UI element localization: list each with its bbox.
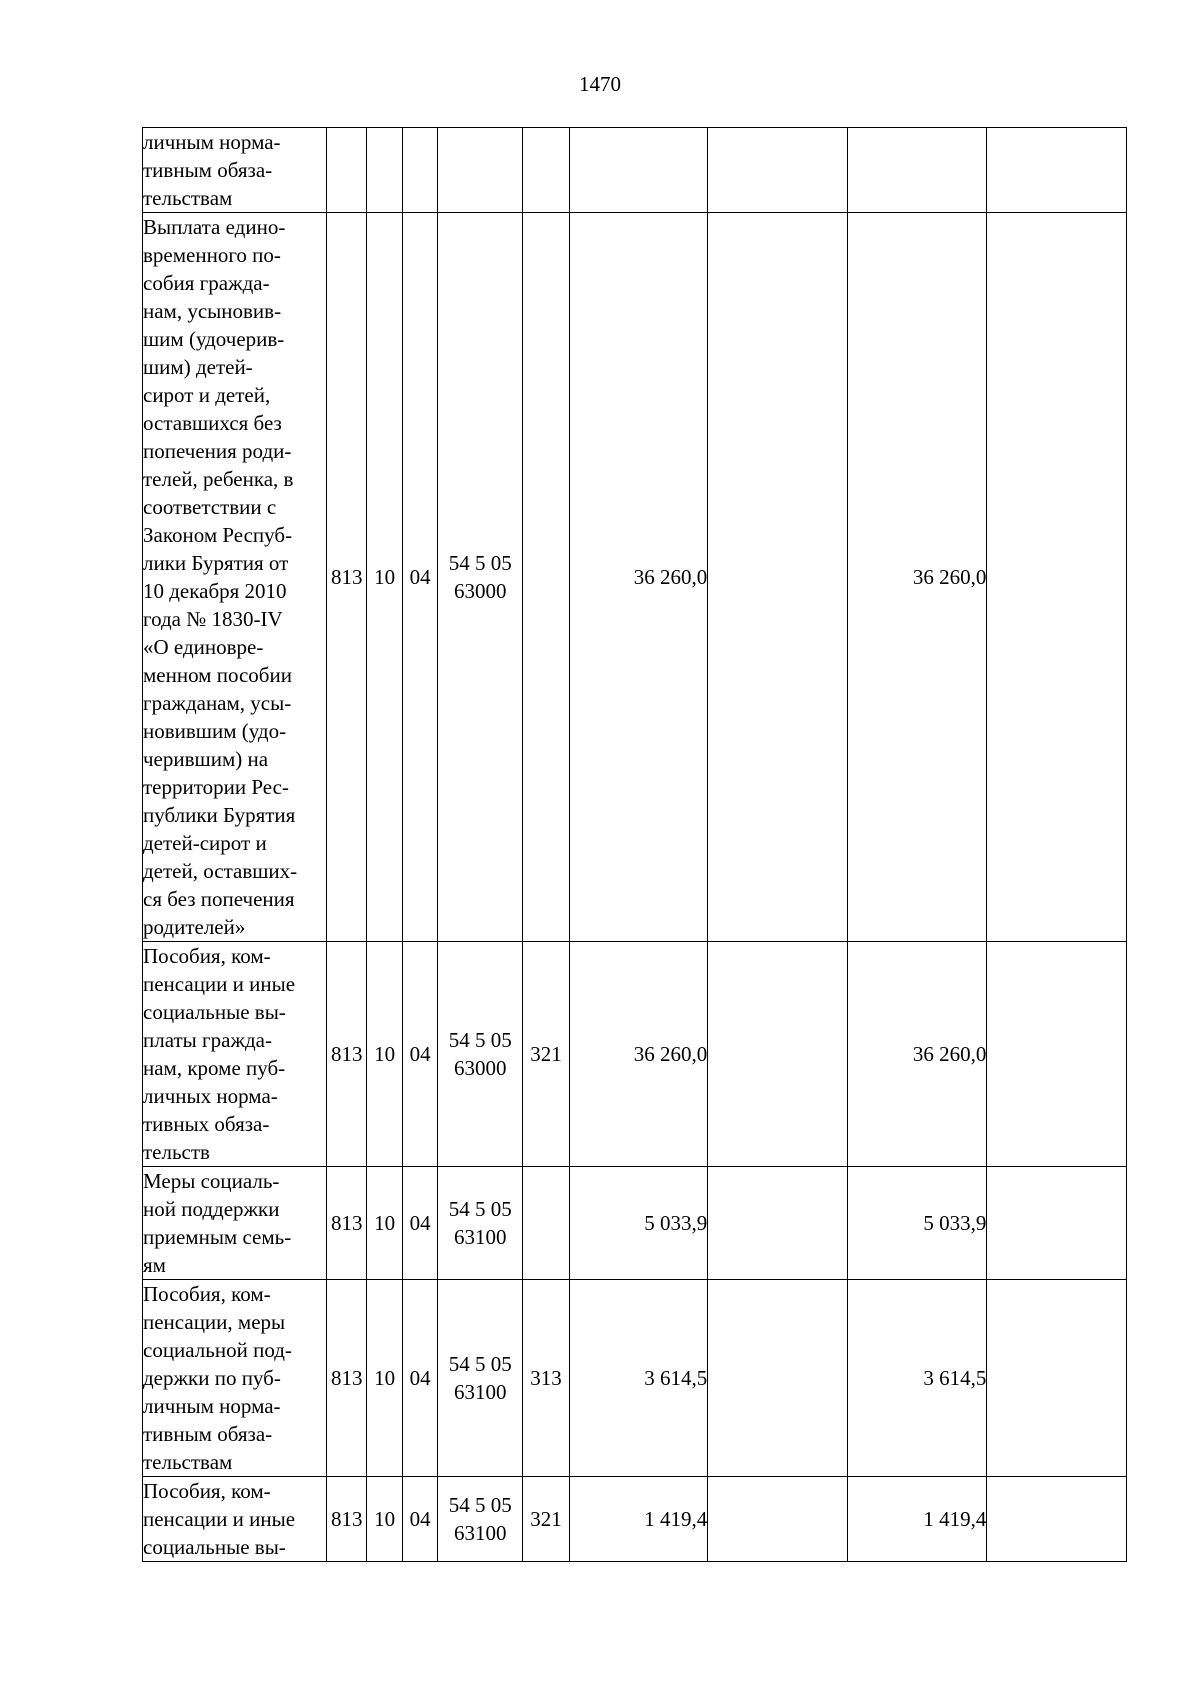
- description-line: года № 1830-IV: [143, 607, 283, 631]
- description-line: тивным обяза-: [143, 1422, 273, 1446]
- table-row: [143, 1477, 1127, 1562]
- section-code-cell: 10: [367, 1477, 402, 1562]
- description-line: шим) детей-: [143, 355, 253, 379]
- grbs-code-cell: 813: [327, 1167, 367, 1280]
- expense-type-cell: [523, 128, 570, 213]
- table-row: [143, 942, 1127, 1167]
- expense-type-cell: 313: [523, 1280, 570, 1477]
- expense-description: [143, 128, 327, 213]
- description-line: социальной под-: [143, 1338, 292, 1362]
- expense-type-cell: 321: [523, 1477, 570, 1562]
- description-line: приемным семь-: [143, 1225, 292, 1249]
- target-article-cell: [438, 128, 523, 213]
- target-article-cell: [438, 1280, 523, 1477]
- description-line: телей, ребенка, в: [143, 467, 294, 491]
- amount-cell: 36 260,0: [569, 213, 708, 942]
- subsection-code-cell: 04: [402, 213, 437, 942]
- description-line: публики Бурятия: [143, 803, 296, 827]
- description-line: соответствии с: [143, 495, 277, 519]
- description-line: попечения роди-: [143, 439, 292, 463]
- description-line: пенсации и иные: [143, 1507, 296, 1531]
- expense-description: [143, 213, 327, 942]
- amount-cell: 1 419,4: [847, 1477, 987, 1562]
- amount-cell: [987, 942, 1127, 1167]
- description-line: детей-сирот и: [143, 831, 267, 855]
- section-code-cell: 10: [367, 213, 402, 942]
- target-article-cell: [438, 213, 523, 942]
- description-line: «О единовре-: [143, 635, 264, 659]
- description-line: сирот и детей,: [143, 383, 271, 407]
- description-line: тивным обяза-: [143, 158, 273, 182]
- description-line: платы гражда-: [143, 1028, 272, 1052]
- table-row: [143, 128, 1127, 213]
- description-line: нам, усыновив-: [143, 299, 282, 323]
- grbs-code-cell: 813: [327, 1280, 367, 1477]
- amount-cell: [708, 1167, 848, 1280]
- description-line: менном пособии: [143, 663, 292, 687]
- table-row: [143, 1280, 1127, 1477]
- description-line: держки по пуб-: [143, 1366, 281, 1390]
- target-article-cell: [438, 1477, 523, 1562]
- expense-type-cell: [523, 213, 570, 942]
- target-article-cell: [438, 1167, 523, 1280]
- description-line: Законом Респуб-: [143, 523, 293, 547]
- grbs-code-cell: 813: [327, 213, 367, 942]
- section-code-cell: 10: [367, 942, 402, 1167]
- amount-cell: [987, 1477, 1127, 1562]
- amount-cell: [708, 1477, 848, 1562]
- description-line: оставшихся без: [143, 411, 282, 435]
- expense-description: [143, 1280, 327, 1477]
- description-line: гражданам, усы-: [143, 691, 292, 715]
- description-line: тельствам: [143, 1450, 233, 1474]
- expense-type-cell: 321: [523, 942, 570, 1167]
- amount-cell: 36 260,0: [847, 213, 987, 942]
- description-line: ям: [143, 1253, 166, 1277]
- description-line: Выплата едино-: [143, 215, 286, 239]
- description-line: тельствам: [143, 186, 233, 210]
- description-line: Пособия, ком-: [143, 1479, 271, 1503]
- description-line: собия гражда-: [143, 271, 270, 295]
- amount-cell: [708, 128, 848, 213]
- expense-description: [143, 1477, 327, 1562]
- amount-cell: [708, 213, 848, 942]
- expense-description: [143, 942, 327, 1167]
- subsection-code-cell: 04: [402, 942, 437, 1167]
- grbs-code-cell: 813: [327, 1477, 367, 1562]
- amount-cell: [569, 128, 708, 213]
- description-line: новившим (удо-: [143, 719, 287, 743]
- amount-cell: [987, 213, 1127, 942]
- amount-cell: 1 419,4: [569, 1477, 708, 1562]
- expense-description: [143, 1167, 327, 1280]
- amount-cell: 36 260,0: [569, 942, 708, 1167]
- target-article-line: 63100: [453, 1380, 507, 1404]
- description-line: лики Бурятия от: [143, 551, 289, 575]
- amount-cell: [987, 1280, 1127, 1477]
- description-line: личных норма-: [143, 1084, 278, 1108]
- description-line: тельств: [143, 1140, 210, 1164]
- target-article-line: 54 5 05: [448, 1028, 512, 1052]
- description-line: детей, оставших-: [143, 859, 298, 883]
- subsection-code-cell: 04: [402, 1477, 437, 1562]
- amount-cell: [708, 1280, 848, 1477]
- target-article-line: 54 5 05: [448, 1352, 512, 1376]
- target-article-line: 63000: [453, 579, 507, 603]
- amount-cell: 5 033,9: [569, 1167, 708, 1280]
- amount-cell: 3 614,5: [569, 1280, 708, 1477]
- amount-cell: 3 614,5: [847, 1280, 987, 1477]
- description-line: территории Рес-: [143, 775, 289, 799]
- amount-cell: [847, 128, 987, 213]
- amount-cell: 36 260,0: [847, 942, 987, 1167]
- grbs-code-cell: [327, 128, 367, 213]
- amount-cell: [987, 128, 1127, 213]
- target-article-line: 54 5 05: [448, 551, 512, 575]
- target-article-line: 54 5 05: [448, 1493, 512, 1517]
- page-number: 1470: [579, 72, 621, 96]
- description-line: социальные вы-: [143, 1000, 286, 1024]
- section-code-cell: 10: [367, 1280, 402, 1477]
- description-line: Меры социаль-: [143, 1169, 280, 1193]
- subsection-code-cell: 04: [402, 1280, 437, 1477]
- description-line: Пособия, ком-: [143, 1282, 271, 1306]
- description-line: ся без попечения: [143, 887, 295, 911]
- budget-table: [142, 127, 1127, 1562]
- subsection-code-cell: 04: [402, 1167, 437, 1280]
- table-row: [143, 1167, 1127, 1280]
- description-line: родителей»: [143, 915, 246, 939]
- expense-type-cell: [523, 1167, 570, 1280]
- description-line: личным норма-: [143, 1394, 281, 1418]
- target-article-line: 54 5 05: [448, 1197, 512, 1221]
- amount-cell: [987, 1167, 1127, 1280]
- target-article-line: 63100: [453, 1225, 507, 1249]
- description-line: нам, кроме пуб-: [143, 1056, 286, 1080]
- description-line: пенсации и иные: [143, 972, 296, 996]
- target-article-line: 63100: [453, 1521, 507, 1545]
- description-line: 10 декабря 2010: [143, 579, 287, 603]
- description-line: временного по-: [143, 243, 281, 267]
- description-line: черившим) на: [143, 747, 269, 771]
- description-line: тивных обяза-: [143, 1112, 270, 1136]
- description-line: личным норма-: [143, 130, 281, 154]
- description-line: шим (удочерив-: [143, 327, 285, 351]
- amount-cell: 5 033,9: [847, 1167, 987, 1280]
- section-code-cell: 10: [367, 1167, 402, 1280]
- description-line: социальные вы-: [143, 1535, 286, 1559]
- section-code-cell: [367, 128, 402, 213]
- target-article-cell: [438, 942, 523, 1167]
- table-row: [143, 213, 1127, 942]
- grbs-code-cell: 813: [327, 942, 367, 1167]
- target-article-line: 63000: [453, 1056, 507, 1080]
- description-line: пенсации, меры: [143, 1310, 286, 1334]
- table-body: [143, 128, 1127, 1562]
- amount-cell: [708, 942, 848, 1167]
- subsection-code-cell: [402, 128, 437, 213]
- description-line: Пособия, ком-: [143, 944, 271, 968]
- description-line: ной поддержки: [143, 1197, 280, 1221]
